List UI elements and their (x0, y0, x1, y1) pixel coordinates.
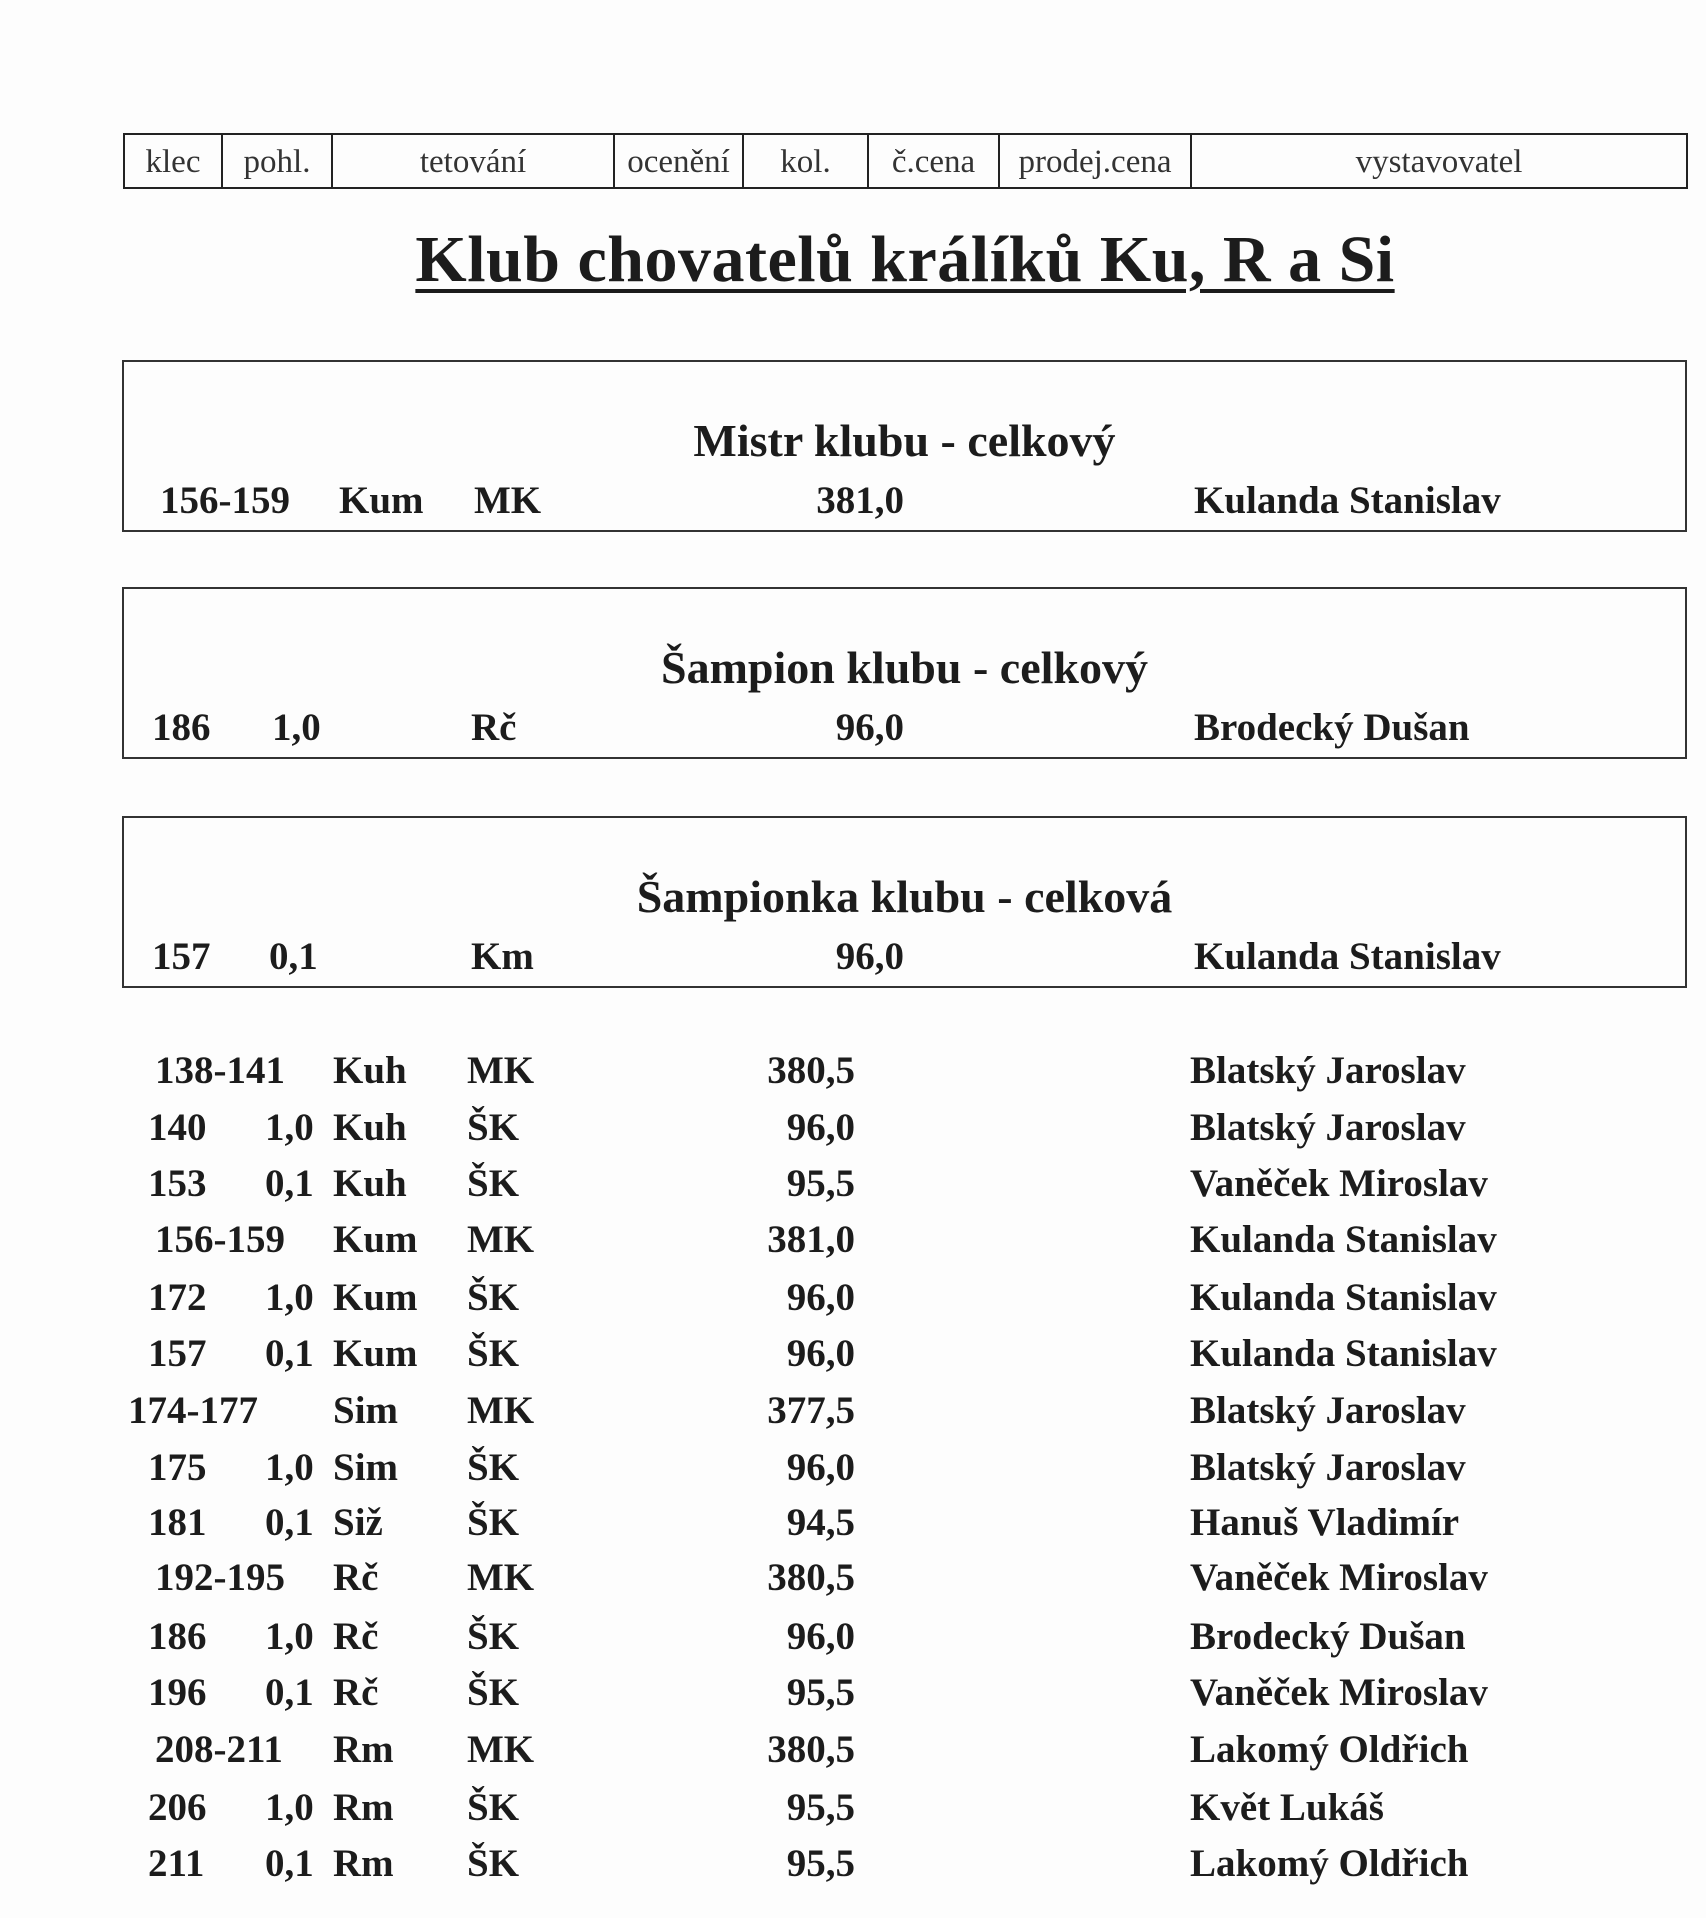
row-klec: 172 (148, 1276, 207, 1319)
row-exhibitor: Lakomý Oldřich (1190, 1842, 1469, 1885)
row-award: MK (467, 1556, 535, 1599)
row-score: 94,5 (786, 1501, 855, 1544)
column-header-pohl: pohl. (223, 135, 333, 187)
row-klec: 153 (148, 1162, 207, 1205)
row-breed: Rč (333, 1556, 379, 1599)
row-exhibitor: Květ Lukáš (1190, 1786, 1384, 1829)
row-award: ŠK (467, 1842, 520, 1885)
row-klec: 208-211 (155, 1728, 283, 1771)
table-row (0, 1105, 1706, 1161)
table-row (0, 1445, 1706, 1501)
row-score: 95,5 (786, 1671, 855, 1714)
row-award: MK (467, 1218, 535, 1261)
award-score: 381,0 (816, 479, 904, 522)
row-exhibitor: Vaněček Miroslav (1190, 1671, 1488, 1714)
row-breed: Kum (333, 1332, 418, 1375)
row-score: 95,5 (786, 1786, 855, 1829)
row-score: 381,0 (767, 1218, 855, 1261)
award-exhibitor: Kulanda Stanislav (1194, 935, 1501, 978)
row-award: MK (467, 1049, 535, 1092)
row-exhibitor: Hanuš Vladimír (1190, 1501, 1460, 1544)
page-title: Klub chovatelů králíků Ku, R a Si (415, 223, 1395, 296)
award-klec: 156-159 (160, 479, 290, 522)
row-sex: 0,1 (265, 1842, 314, 1885)
row-exhibitor: Kulanda Stanislav (1190, 1218, 1497, 1261)
table-row (0, 1217, 1706, 1273)
table-row (0, 1785, 1706, 1841)
award-title: Mistr klubu - celkový (693, 415, 1116, 466)
row-klec: 140 (148, 1106, 207, 1149)
table-row (0, 1048, 1706, 1104)
row-breed: Rč (333, 1615, 379, 1658)
row-score: 96,0 (786, 1106, 855, 1149)
row-klec: 138-141 (155, 1049, 285, 1092)
header-columns-row (123, 133, 1688, 189)
award-breed: Kum (339, 479, 424, 522)
row-klec: 156-159 (155, 1218, 285, 1261)
table-row (0, 1555, 1706, 1611)
row-sex: 0,1 (265, 1671, 314, 1714)
row-exhibitor: Kulanda Stanislav (1190, 1276, 1497, 1319)
row-award: MK (467, 1389, 535, 1432)
row-klec: 206 (148, 1786, 207, 1829)
row-award: ŠK (467, 1162, 520, 1205)
award-klec: 186 (152, 706, 211, 749)
row-exhibitor: Blatský Jaroslav (1190, 1389, 1466, 1432)
row-breed: Kum (333, 1218, 418, 1261)
row-score: 380,5 (767, 1049, 855, 1092)
column-header-oceneni: ocenění (615, 135, 744, 187)
table-row (0, 1727, 1706, 1783)
award-code: MK (474, 479, 542, 522)
row-score: 96,0 (786, 1615, 855, 1658)
column-header-prodej-cena: prodej.cena (1000, 135, 1192, 187)
column-header-klec: klec (125, 135, 223, 187)
row-breed: Kum (333, 1276, 418, 1319)
row-breed: Kuh (333, 1049, 407, 1092)
row-exhibitor: Blatský Jaroslav (1190, 1446, 1466, 1489)
row-klec: 196 (148, 1671, 207, 1714)
column-header-vystavovatel: vystavovatel (1355, 144, 1523, 180)
row-award: ŠK (467, 1446, 520, 1489)
column-header-kol: kol. (744, 135, 869, 187)
row-award: ŠK (467, 1106, 520, 1149)
row-breed: Kuh (333, 1106, 407, 1149)
table-row (0, 1670, 1706, 1726)
row-exhibitor: Blatský Jaroslav (1190, 1106, 1466, 1149)
award-box-mistr (122, 360, 1687, 532)
row-award: ŠK (467, 1332, 520, 1375)
row-breed: Rm (333, 1728, 394, 1771)
row-breed: Kuh (333, 1162, 407, 1205)
table-row (0, 1161, 1706, 1217)
row-klec: 181 (148, 1501, 207, 1544)
table-row (0, 1500, 1706, 1556)
row-exhibitor: Kulanda Stanislav (1190, 1332, 1497, 1375)
award-code: Rč (471, 706, 517, 749)
award-box-sampion (122, 587, 1687, 759)
row-klec: 175 (148, 1446, 207, 1489)
row-sex: 0,1 (265, 1162, 314, 1205)
award-code: Km (471, 935, 534, 978)
row-breed: Rm (333, 1842, 394, 1885)
award-sex: 1,0 (272, 706, 321, 749)
row-sex: 1,0 (265, 1786, 314, 1829)
award-exhibitor: Brodecký Dušan (1194, 706, 1470, 749)
table-row (0, 1275, 1706, 1331)
column-header-cena: č.cena (869, 135, 1000, 187)
row-score: 96,0 (786, 1332, 855, 1375)
row-award: ŠK (467, 1786, 520, 1829)
row-score: 95,5 (786, 1162, 855, 1205)
table-row (0, 1614, 1706, 1670)
row-score: 95,5 (786, 1842, 855, 1885)
row-exhibitor: Blatský Jaroslav (1190, 1049, 1466, 1092)
row-klec: 192-195 (155, 1556, 285, 1599)
award-title: Šampionka klubu - celková (636, 871, 1173, 922)
row-breed: Rm (333, 1786, 394, 1829)
row-breed: Siž (333, 1501, 383, 1544)
row-award: ŠK (467, 1501, 520, 1544)
column-header-tetovani: tetování (333, 135, 615, 187)
table-row (0, 1388, 1706, 1444)
row-breed: Rč (333, 1671, 379, 1714)
row-klec: 174-177 (128, 1389, 258, 1432)
row-breed: Sim (333, 1446, 399, 1489)
row-score: 96,0 (786, 1276, 855, 1319)
row-award: ŠK (467, 1276, 520, 1319)
row-klec: 157 (148, 1332, 207, 1375)
row-sex: 0,1 (265, 1501, 314, 1544)
award-sex: 0,1 (269, 935, 318, 978)
award-klec: 157 (152, 935, 211, 978)
row-sex: 1,0 (265, 1106, 314, 1149)
table-row (0, 1331, 1706, 1387)
row-award: ŠK (467, 1671, 520, 1714)
row-breed: Sim (333, 1389, 399, 1432)
row-score: 96,0 (786, 1446, 855, 1489)
row-score: 380,5 (767, 1556, 855, 1599)
row-exhibitor: Brodecký Dušan (1190, 1615, 1466, 1658)
row-sex: 1,0 (265, 1446, 314, 1489)
row-klec: 186 (148, 1615, 207, 1658)
row-score: 377,5 (767, 1389, 855, 1432)
award-box-sampionka (122, 816, 1687, 988)
row-score: 380,5 (767, 1728, 855, 1771)
row-exhibitor: Vaněček Miroslav (1190, 1556, 1488, 1599)
row-exhibitor: Vaněček Miroslav (1190, 1162, 1488, 1205)
row-sex: 1,0 (265, 1615, 314, 1658)
award-score: 96,0 (835, 706, 904, 749)
row-exhibitor: Lakomý Oldřich (1190, 1728, 1469, 1771)
row-sex: 0,1 (265, 1332, 314, 1375)
row-award: ŠK (467, 1615, 520, 1658)
table-row (0, 1841, 1706, 1897)
row-sex: 1,0 (265, 1276, 314, 1319)
award-exhibitor: Kulanda Stanislav (1194, 479, 1501, 522)
award-score: 96,0 (835, 935, 904, 978)
row-klec: 211 (148, 1842, 205, 1885)
row-award: MK (467, 1728, 535, 1771)
award-title: Šampion klubu - celkový (661, 642, 1148, 693)
